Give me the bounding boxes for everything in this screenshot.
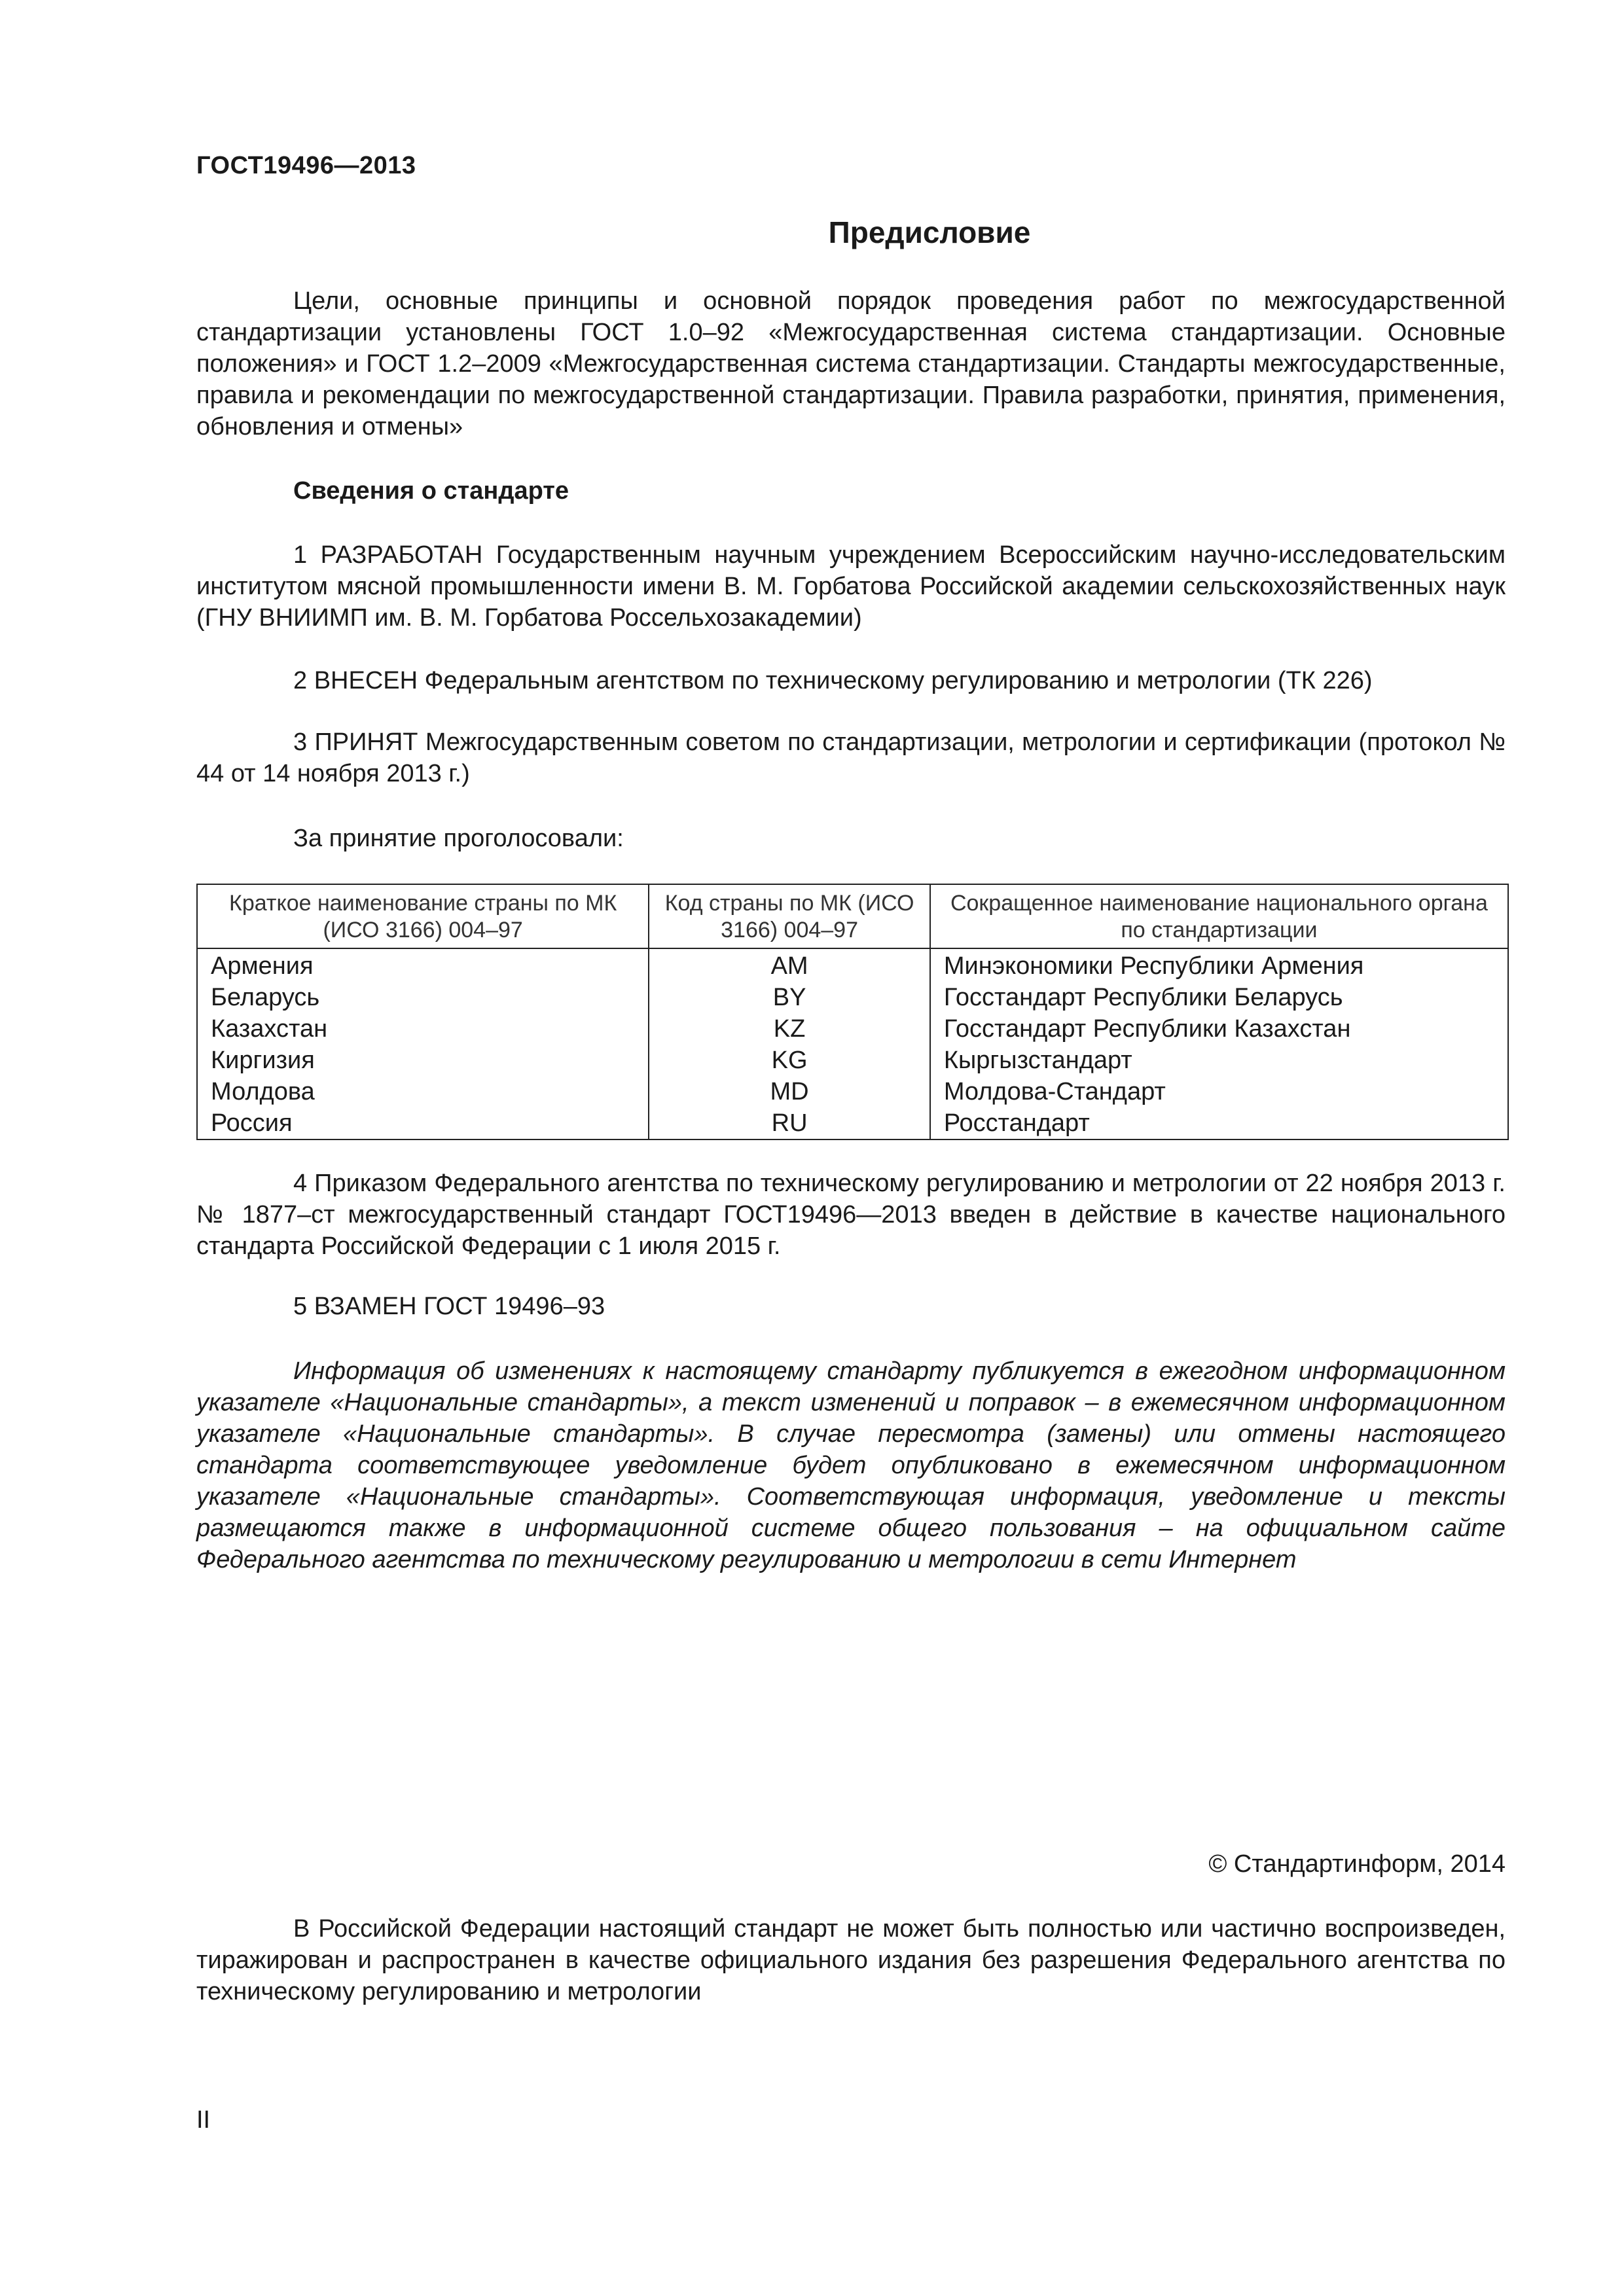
body-cell: Росстандарт — [930, 1107, 1508, 1139]
country-cell: Беларусь — [197, 982, 649, 1013]
code-cell: AM — [649, 948, 930, 982]
body-cell: Госстандарт Республики Казахстан — [930, 1013, 1508, 1045]
code-cell: MD — [649, 1076, 930, 1107]
body-cell: Госстандарт Республики Беларусь — [930, 982, 1508, 1013]
body-cell: Кыргызстандарт — [930, 1045, 1508, 1076]
country-cell: Казахстан — [197, 1013, 649, 1045]
document-code-header: ГОСТ19496—2013 — [196, 152, 416, 179]
table-row — [197, 982, 1508, 1013]
reproduction-notice: В Российской Федерации настоящий стандарт не может быть полностью или частично воспроизведен, тиражирован и распространен в качестве официального издания без разрешения Федерального агентства по техническому регулированию и метрологии — [196, 1915, 1506, 2005]
document-page — [196, 0, 1506, 2296]
page-number: II — [196, 2106, 211, 2134]
code-cell: KG — [649, 1045, 930, 1076]
item-adopted: 3 ПРИНЯТ Межгосударственным советом по стандартизации, метрологии и сертификации (протокол № 44 от 14 ноября 2013 г.) — [196, 728, 1506, 787]
copyright-notice: © Стандартинформ, 2014 — [1208, 1850, 1506, 1878]
item-enacted: 4 Приказом Федерального агентства по техническому регулированию и метрологии от 22 ноября 2013 г. № 1877–ст межгосударственный стандарт ГОСТ19496—2013 введен в действие в качестве национального стандарта Российской Федерации с 1 июля 2015 г. — [196, 1170, 1506, 1260]
table-row — [197, 1045, 1508, 1076]
table-header-row — [197, 884, 1508, 948]
country-cell: Молдова — [197, 1076, 649, 1107]
code-cell: RU — [649, 1107, 930, 1139]
table-row — [197, 1107, 1508, 1139]
item-developed: 1 РАЗРАБОТАН Государственным научным учреждением Всероссийским научно-исследовательским институтом мясной промышленности имени В. М. Горбатова Российской академии сельскохозяйственных наук (ГНУ ВНИИМП им. В. М. Горбатова Россельхозакадемии) — [196, 541, 1506, 632]
header-standards-body: Сокращенное наименование национального органа по стандартизации — [930, 884, 1508, 948]
country-cell: Россия — [197, 1107, 649, 1139]
country-cell: Армения — [197, 948, 649, 982]
country-cell: Киргизия — [197, 1045, 649, 1076]
voted-label: За принятие проголосовали: — [293, 825, 624, 852]
code-cell: KZ — [649, 1013, 930, 1045]
code-cell: BY — [649, 982, 930, 1013]
item-introduced: 2 ВНЕСЕН Федеральным агентством по техническому регулированию и метрологии (ТК 226) — [293, 667, 1373, 694]
page-title: Предисловие — [828, 215, 1031, 249]
voting-countries-table — [196, 884, 1509, 1140]
intro-paragraph: Цели, основные принципы и основной порядок проведения работ по межгосударственной стандартизации установлены ГОСТ 1.0–92 «Межгосударственная система стандартизации. Основные положения» и ГОСТ 1.2–2009 «Межгосударственная система стандартизации. Стандарты межгосударственные, правила и рекомендации по межгосударственной стандартизации. Правила разработки, принятия, применения, обновления и отмены» — [196, 287, 1506, 440]
table-row — [197, 1013, 1508, 1045]
body-cell: Молдова-Стандарт — [930, 1076, 1508, 1107]
body-cell: Минэкономики Республики Армения — [930, 948, 1508, 982]
standard-info-heading: Сведения о стандарте — [293, 477, 569, 505]
item-replaces: 5 ВЗАМЕН ГОСТ 19496–93 — [293, 1293, 605, 1320]
table-row — [197, 1076, 1508, 1107]
info-notice-paragraph: Информация об изменениях к настоящему стандарту публикуется в ежегодном информационном указателе «Национальные стандарты», а текст изменений и поправок – в ежемесячном информационном указателе «Национальные стандарты». В случае пересмотра (замены) или отмены настоящего стандарта соответствующее уведомление будет опубликовано в ежемесячном информационном указателе «Национальные стандарты». Соответствующая информация, уведомление и тексты размещаются также в информационной системе общего пользования – на официальном сайте Федерального агентства по техническому регулированию и метрологии в сети Интернет — [196, 1357, 1506, 1573]
table-row — [197, 948, 1508, 982]
header-country: Краткое наименование страны по МК (ИСО 3166) 004–97 — [197, 884, 649, 948]
header-country-code: Код страны по МК (ИСО 3166) 004–97 — [649, 884, 930, 948]
